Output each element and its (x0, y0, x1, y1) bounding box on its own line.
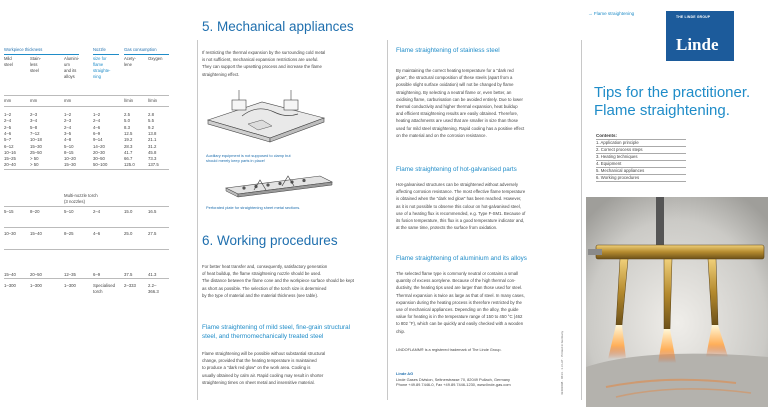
multi-row-cell: 16.5 (148, 209, 157, 214)
flame-torch-photo (586, 197, 768, 407)
unit-0: mm (4, 98, 12, 103)
unit-1: mm (30, 98, 38, 103)
multi-row-cell: 2–4 (93, 209, 101, 214)
table-row-cell: 73.3 (148, 156, 157, 162)
trademark-note: LINDOFLAMM® is a registered trademark of The Linde Group. (396, 348, 502, 352)
subheading-aluminium: Flame straightening of aluminium and its alloys (396, 255, 527, 262)
contents-item[interactable]: 2. Correct process steps (596, 147, 686, 154)
table-row-cell: 20–40 (4, 162, 16, 168)
breadcrumb[interactable]: → Flame straightening (588, 11, 635, 16)
table-row-cell: 21.1 (148, 137, 157, 143)
linde-logo (666, 11, 734, 61)
table-row-cell: 9–14 (93, 137, 103, 143)
table-row-cell: 5.0 (124, 118, 130, 124)
table-row-cell: 3–4 (30, 118, 38, 124)
table-row-cell: 2–3 (30, 112, 38, 117)
multi-row-cell: 15.0 (124, 209, 133, 214)
table-row-cell: 2–4 (93, 118, 101, 124)
contents-heading: Contents: (596, 133, 617, 138)
logo-word: Linde (676, 35, 719, 54)
table-row-cell: 8.3 (124, 124, 130, 130)
multi-row-cell: 27.5 (148, 231, 157, 236)
table-row-cell: 5–10 (64, 143, 74, 149)
header-mild: Mild steel (4, 56, 13, 67)
table-row-cell: 15–25 (4, 156, 16, 162)
table-row-cell: 50–100 (93, 162, 108, 168)
table-row-cell: 19.2 (124, 137, 133, 143)
galvanised-paragraph: Hot-galvanised structures can be straightened without adversely affecting corrosion resistance. The most effective flame temperature is obtained when the "dark red glow" has been reached. However, as it is not possible to observe this colour on hot-galvanised steel, use of a heating flux is recommended, e.g. Type F-SM1. Because of its fusion temperature, this flux is a good temperature indicator and, at the same time, protects the surface from oxidation. (396, 182, 526, 231)
contents-item[interactable]: 6. Working procedures (596, 175, 686, 182)
table-row-cell: 66.7 (124, 156, 133, 162)
multi-row-cell: 5–15 (4, 209, 14, 214)
table-row-cell: 12.5 (124, 130, 133, 136)
aluminium-paragraph: The selected flame type is commonly neutral or contains a small quantity of excess acetylene. Because of the high thermal con- ductivity, the heating tips used are larger than those used for steel. Thermal expansion is twice as large as that of steel. In many cases, expansion during the heating process is therefore restricted by the use of mechanical appliances. Depending on the alloy, the guide value for heating is in the temperature range of 150 to 450 °C (462 to 802 °F), which can be quickly and easily checked with a wooden chip. (396, 271, 525, 334)
multi-row-cell: 20–50 (30, 272, 42, 277)
caption-perforated: Perforated plate for straightening sheet metal sections. (206, 205, 301, 210)
header-oxygen: Oxygen (148, 56, 163, 61)
table-row-cell: 2–3 (64, 118, 72, 124)
table-group-gas: Gas consumption (124, 47, 157, 52)
header-acetylene: Acety- lene (124, 56, 136, 67)
table-row-cell: 125.0 (124, 162, 135, 168)
company-address: Linde AG Linde Gases Division, Seitnerstrasse 70, 82049 Pullach, Germany Phone +49.89.7446-0, Fax +49.89.7446-1230, www.linde-gas.com (396, 371, 511, 388)
table-row-cell: 1–2 (4, 112, 12, 117)
multi-row-cell: 41.3 (148, 272, 157, 277)
table-row-cell: 5–8 (30, 124, 38, 130)
table-row-cell: 4–6 (4, 130, 12, 136)
table-row-cell: 14–20 (93, 143, 105, 149)
table-row-cell: 137.5 (148, 162, 159, 168)
table-row-cell: 5–7 (4, 137, 12, 143)
multi-nozzle-label: Multi-nozzle torch (3 nozzles) (64, 193, 98, 205)
unit-5: l/min (148, 98, 158, 103)
table-row-cell: > 50 (30, 162, 39, 168)
multi-row-cell: 15–40 (30, 231, 42, 236)
table-row-cell: 2–4 (4, 118, 12, 124)
auxiliary-equipment-illustration (202, 86, 334, 154)
table-row-cell: 28.3 (124, 143, 133, 149)
table-group-nozzle: Nozzle (93, 47, 106, 52)
subheading-galvanised: Flame straightening of hot-galvanised parts (396, 166, 517, 173)
header-nozzle: size for flame straighte- ning (93, 56, 111, 79)
table-row-cell: 6–9 (93, 130, 101, 136)
table-row-cell: 13.8 (148, 130, 157, 136)
mild-steel-paragraph: Flame straightening will be possible without substantial structural change, provided that the heating temperature is maintained to produce a "dark red glow" on the work area. Cooling is usually obtained by calm air. Rapid cooling may result in shorter straightening times on sheet metal and insensitive material. (202, 351, 326, 385)
table-row-cell: 41.7 (124, 149, 133, 155)
multi-row-cell: 8–25 (64, 231, 74, 236)
table-row-cell: 2.5 (124, 112, 130, 117)
table-row-cell: 10–16 (4, 149, 16, 155)
table-group-workpiece: Workpiece thickness (4, 47, 43, 52)
table-row-cell: 4–8 (64, 137, 72, 143)
table-row-cell: > 50 (30, 156, 39, 162)
header-aluminium: Alumini- um and its alloys (64, 56, 80, 79)
section-title-5: 5. Mechanical appliances (202, 19, 354, 34)
multi-row-cell: 12–35 (64, 272, 76, 277)
perforated-plate-illustration (224, 170, 334, 202)
table-row-cell: 20–30 (93, 149, 105, 155)
subheading-mild-steel: Flame straightening of mild steel, fine-grain structural steel, and thermomechanically treated steel (202, 324, 351, 340)
logo-group-text: THE LINDE GROUP (676, 15, 711, 19)
contents-item[interactable]: 4. Equipment (596, 161, 686, 168)
multi-row-cell: 25.0 (124, 231, 133, 236)
multi-row-cell: 15–40 (4, 272, 16, 277)
table-row-cell: 7–12 (30, 130, 40, 136)
table-row-cell: 10–18 (30, 137, 42, 143)
table-row-cell: 1–2 (64, 112, 72, 117)
table-row-cell: 1–2 (93, 112, 101, 117)
table-row-cell: 2–5 (4, 124, 12, 130)
multi-row-cell: 6–9 (93, 272, 101, 277)
table-row-cell: 9.2 (148, 124, 154, 130)
contents-item[interactable]: 3. Heating techniques (596, 154, 686, 161)
multi-row-cell: 10–30 (4, 231, 16, 236)
stainless-paragraph: By maintaining the correct heating temperature for a "dark red glow", the structural composition of these steels (apart from a possible slight surface oxidation) will not be changed by flame straightening. By selecting a neutral flame or, even better, an oxidising flame, carburisation can be avoided entirely. Due to lower thermal conductivity and higher thermal expansion, heat buildup and efficient straightening results are easily obtained. Therefore, heating attachments are used that are smaller in size than those used for mild steel straightening. Rapid cooling has a positive effect on the material and on the corrosion resistance. (396, 68, 525, 138)
table-row-cell: 2–4 (64, 124, 72, 130)
print-code: 43491098 · 0614 · 1.3 LAT · Printed in Germany (560, 330, 564, 395)
unit-2: mm (64, 98, 72, 103)
table-row-cell: 6–12 (4, 143, 14, 149)
multi-row-cell: 37.5 (124, 272, 133, 277)
table-row-cell: 15–30 (64, 162, 76, 168)
contents-item[interactable]: 1. Application principle (596, 140, 686, 147)
table-row-cell: 5.5 (148, 118, 154, 124)
header-stainless: Stain- less steel (30, 56, 41, 73)
cover-title: Tips for the practitioner. Flame straightening. (594, 84, 751, 119)
contents-item[interactable]: 5. Mechanical appliances (596, 168, 686, 175)
multi-row-cell: 5–10 (64, 209, 74, 214)
working-procedures-paragraph: For better heat transfer and, consequently, satisfactory generation of heat buildup, the flame straightening nozzle should be used. The distance between the flame cone and the workpiece surface should be kept as short as possible. The selection of the torch size is determined by the type of material and the material thickness (see table). (202, 264, 354, 298)
table-row-cell: 31.2 (148, 143, 157, 149)
arrow-icon: → (588, 11, 594, 16)
table-row-cell: 10–20 (64, 156, 76, 162)
table-row-cell: 25–50 (30, 149, 42, 155)
table-row-cell: 4–6 (93, 124, 101, 130)
table-row-cell: 8–15 (64, 149, 74, 155)
table-row-cell: 15–30 (30, 143, 42, 149)
intro-paragraph: If restricting the thermal expansion by the surrounding cold metal is not sufficient, mechanical expansion restrictions are useful. They can support the upsetting process and increase the flame straightening effect. (202, 50, 326, 77)
table-row-cell: 30–50 (93, 156, 105, 162)
section-title-6: 6. Working procedures (202, 233, 338, 248)
subheading-stainless: Flame straightening of stainless steel (396, 47, 500, 54)
multi-row-cell: 4–6 (93, 231, 101, 236)
caption-auxiliary: Auxiliary equipment is not supposed to clamp but should merely keep parts in place! (206, 153, 291, 164)
multi-row-cell: 8–20 (30, 209, 40, 214)
table-row-cell: 45.8 (148, 149, 157, 155)
last-row: 1–300 1–300 1–300 Specialised 2–333 2.2– torch 366.3 (4, 283, 159, 295)
table-row-cell: 3–5 (64, 130, 72, 136)
table-row-cell: 2.8 (148, 112, 154, 117)
unit-4: l/min (124, 98, 134, 103)
